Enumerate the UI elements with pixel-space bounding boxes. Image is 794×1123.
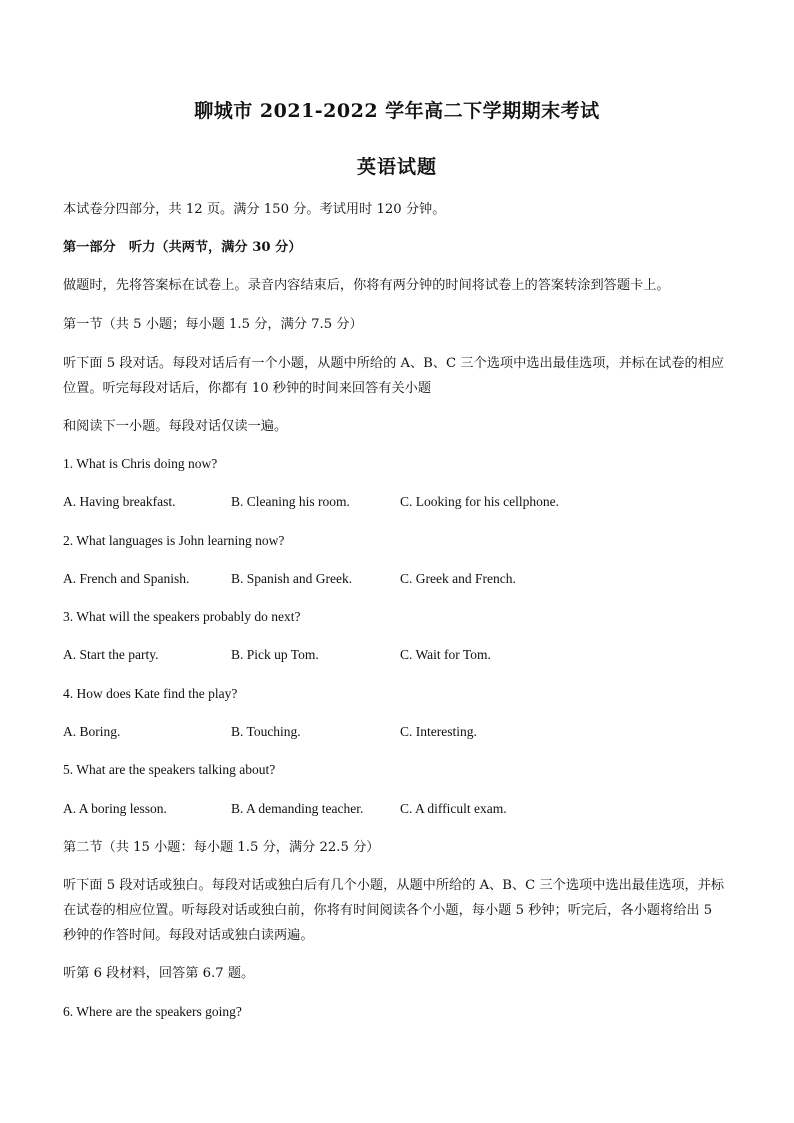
- question-stem: 5. What are the speakers talking about?: [63, 762, 276, 777]
- exam-intro: 本试卷分四部分，共 12 页。满分 150 分。考试用时 120 分钟。: [63, 202, 446, 217]
- part1-instruction: 做题时，先将答案标在试卷上。录音内容结束后，你将有两分钟的时间将试卷上的答案转涂到答题卡上。: [63, 278, 670, 293]
- option-a: A. Having breakfast.: [63, 494, 176, 509]
- question-stem: 2. What languages is John learning now?: [63, 533, 285, 548]
- option-c: C. A difficult exam.: [400, 801, 507, 816]
- option-a: A. French and Spanish.: [63, 571, 190, 586]
- option-c: C. Wait for Tom.: [400, 647, 491, 662]
- option-c: C. Greek and French.: [400, 571, 516, 586]
- question-stem: 4. How does Kate find the play?: [63, 686, 238, 701]
- question-stem: 1. What is Chris doing now?: [63, 456, 218, 471]
- section1-instruction-cont: 和阅读下一小题。每段对话仅读一遍。: [63, 419, 288, 434]
- option-b: B. Cleaning his room.: [231, 494, 350, 509]
- section1-instruction: 听下面 5 段对话。每段对话后有一个小题，从题中所给的 A、B、C 三个选项中选出最佳选项，并标在试卷的相应位置。听完每段对话后，你都有 10 秒钟的时间来回答有关小题: [63, 356, 725, 396]
- option-c: C. Looking for his cellphone.: [400, 494, 559, 509]
- option-a: A. A boring lesson.: [63, 801, 167, 816]
- option-b: B. Pick up Tom.: [231, 647, 319, 662]
- option-a: A. Boring.: [63, 724, 121, 739]
- option-a: A. Start the party.: [63, 647, 159, 662]
- part1-heading: 第一部分 听力（共两节，满分 30 分）: [63, 240, 302, 255]
- option-b: B. A demanding teacher.: [231, 801, 364, 816]
- option-c: C. Interesting.: [400, 724, 477, 739]
- option-b: B. Spanish and Greek.: [231, 571, 353, 586]
- exam-subtitle: 英语试题: [356, 156, 437, 178]
- question-stem: 3. What will the speakers probably do next?: [63, 609, 301, 624]
- section2-instruction: 听下面 5 段对话或独白。每段对话或独白后有几个小题，从题中所给的 A、B、C 三个选项中选出最佳选项，并标在试卷的相应位置。听每段对话或独白前，你将有时间阅读各个小题，每小题 5 秒钟；听完后，各小题将给出 5 秒钟的作答时间。每段对话或独白读两遍。: [63, 878, 725, 943]
- section2-heading: 第二节（共 15 小题：每小题 1.5 分，满分 22.5 分）: [63, 840, 380, 855]
- section2-material: 听第 6 段材料，回答第 6.7 题。: [63, 966, 255, 981]
- question-stem: 6. Where are the speakers going?: [63, 1004, 242, 1019]
- option-b: B. Touching.: [231, 724, 301, 739]
- section1-heading: 第一节（共 5 小题；每小题 1.5 分，满分 7.5 分）: [63, 317, 363, 332]
- exam-title: 聊城市 2021-2022 学年高二下学期期末考试: [194, 100, 600, 122]
